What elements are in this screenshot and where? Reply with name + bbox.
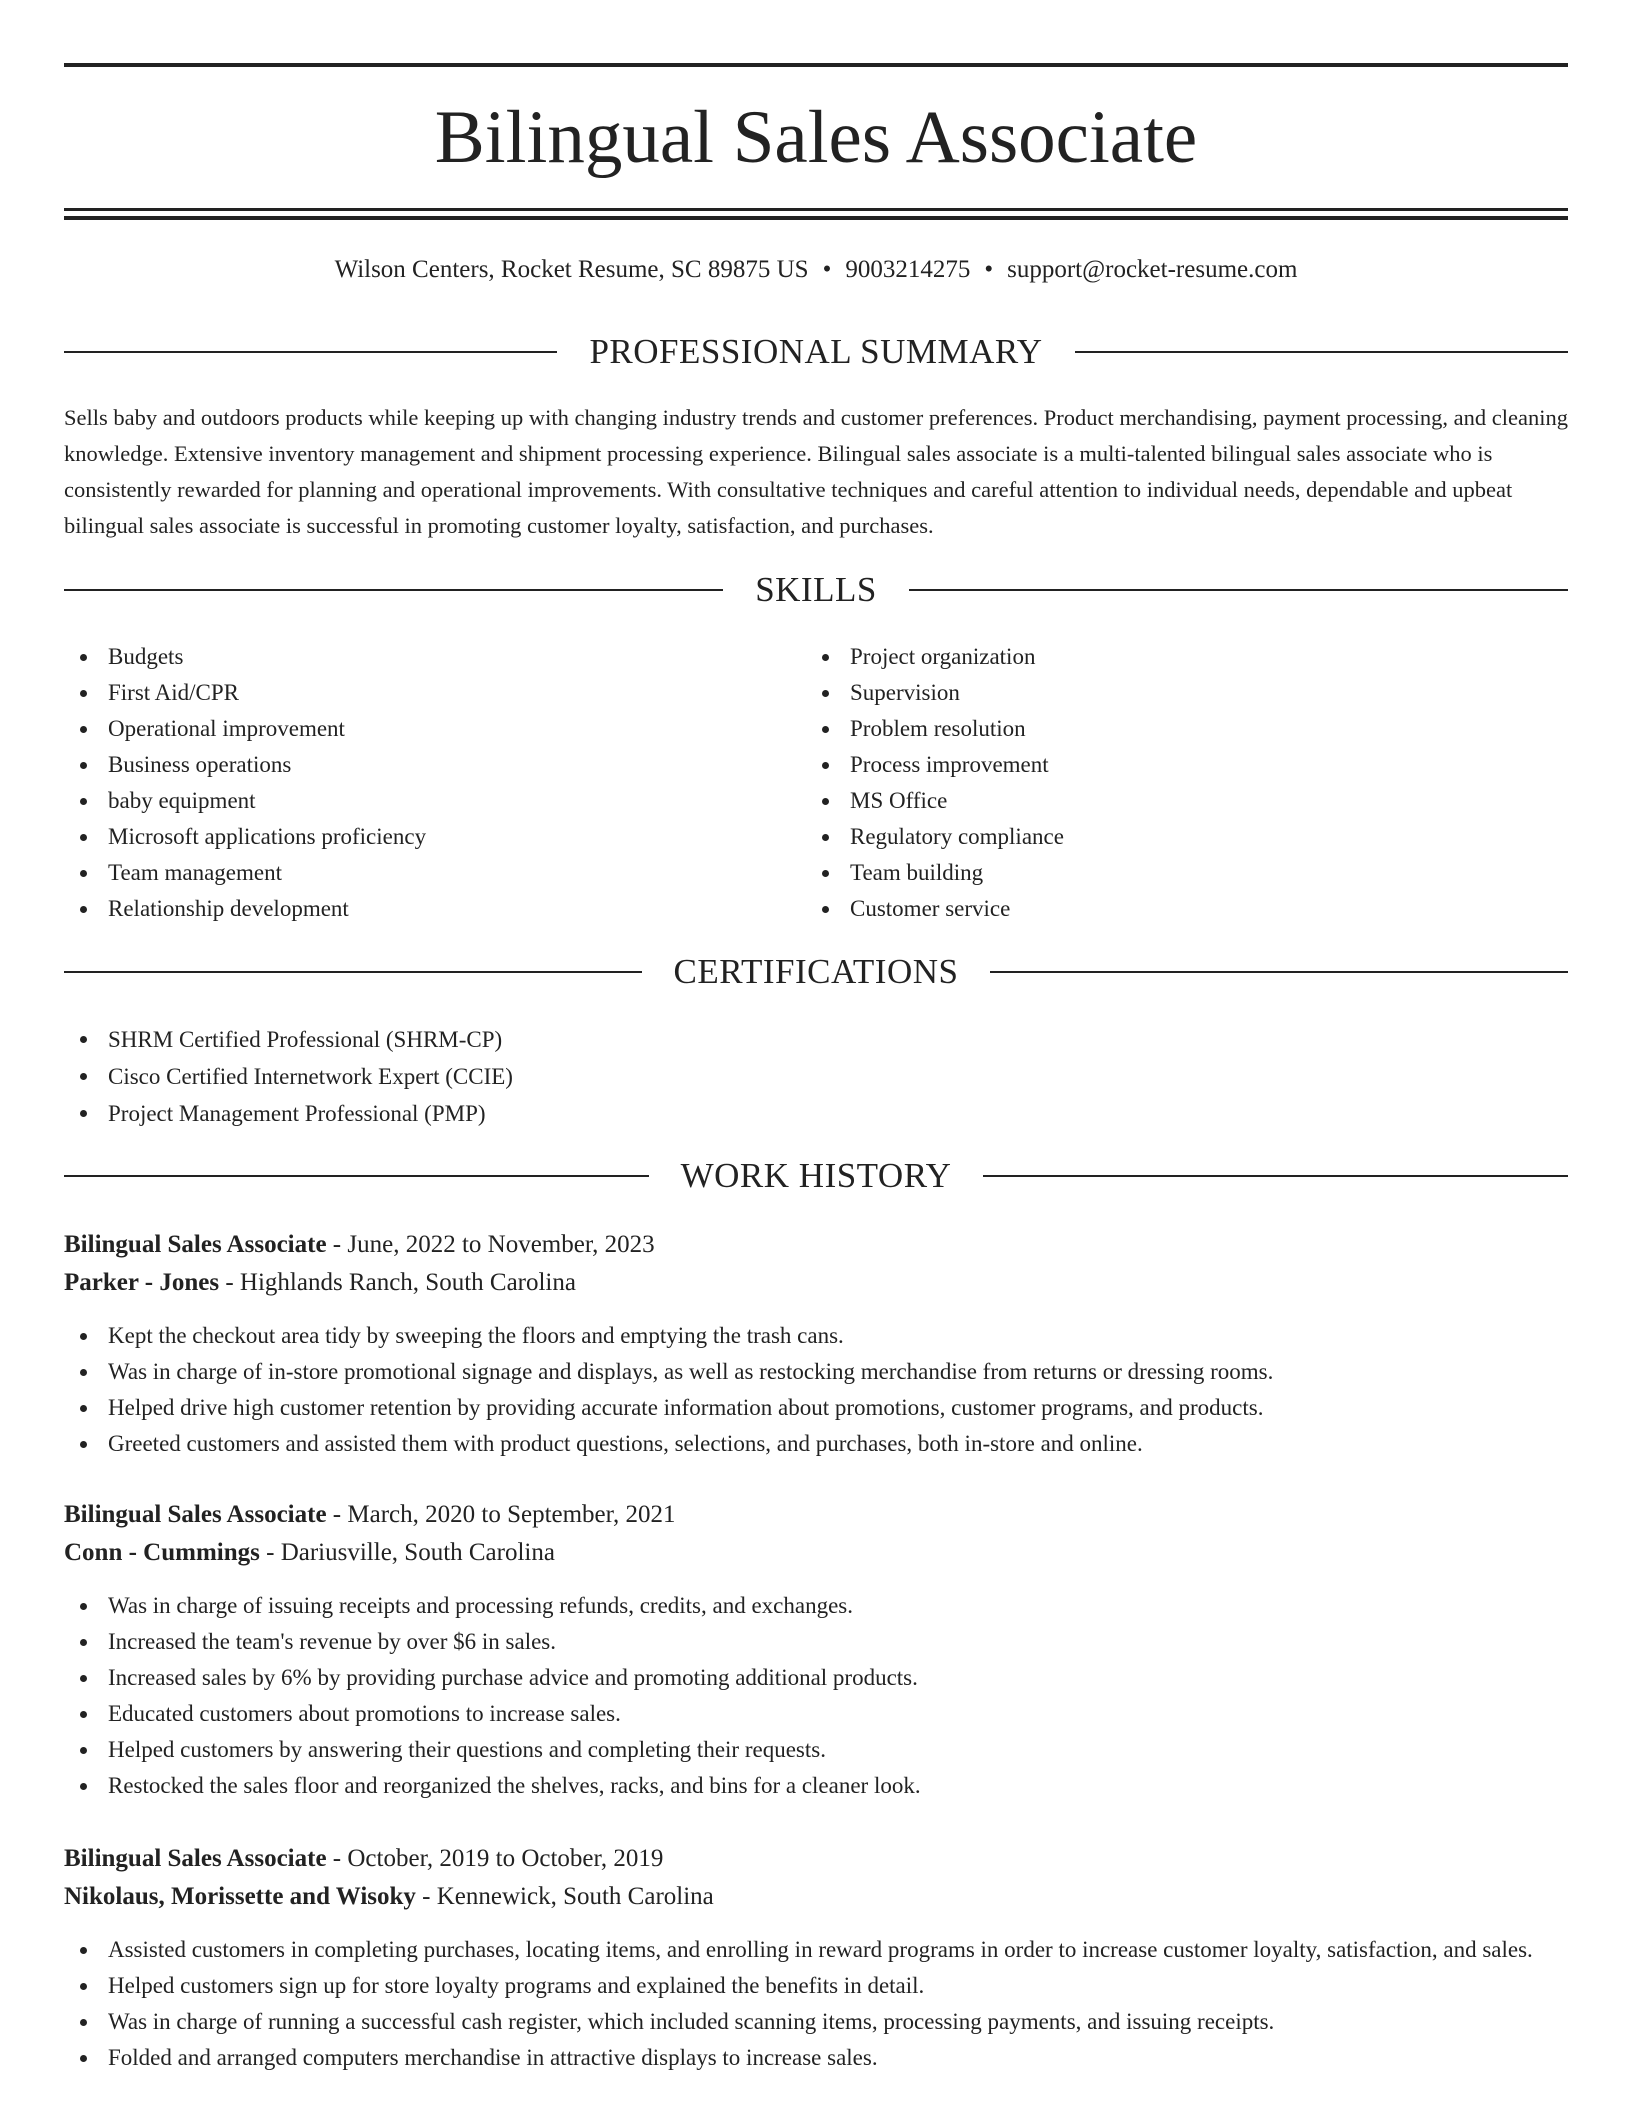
certifications-heading: CERTIFICATIONS (673, 952, 959, 991)
skill-item: Business operations (64, 747, 764, 783)
summary-text: Sells baby and outdoors products while keeping up with changing industry trends and customer preferences. Product merchandising, payment processing, and cleaning knowledge. Extensive inventory management and shipment processing experience. Bilingual sales associate is a multi-talented bilingual sales associate who is consistently rewarded for planning and operational improvements. With consultative techniques and careful attention to individual needs, dependable and upbeat bilingual sales associate is successful in promoting customer loyalty, satisfaction, and purchases. (64, 405, 1569, 538)
skill-item: Project organization (806, 639, 1506, 675)
page-title: Bilingual Sales Associate (434, 96, 1198, 179)
skills-section-header (64, 568, 1568, 612)
job-dates: - October, 2019 to October, 2019 (326, 1845, 664, 1872)
job-bullet: Was in charge of running a successful cash register, which included scanning items, processing payments, and issuing receipts. (64, 2004, 1568, 2040)
summary-heading: PROFESSIONAL SUMMARY (589, 332, 1043, 371)
section-rule-left (64, 351, 557, 353)
skill-item: Team building (806, 855, 1506, 891)
job-title: Bilingual Sales Associate (64, 1231, 327, 1258)
job-bullet: Was in charge of issuing receipts and processing refunds, credits, and exchanges. (64, 1588, 1568, 1624)
skill-item: Microsoft applications proficiency (64, 819, 764, 855)
job-bullets (64, 1318, 1568, 1462)
job-role-line (64, 1226, 1568, 1264)
section-rule-right (1075, 351, 1568, 353)
certifications-list (64, 1021, 1568, 1132)
job-title: Bilingual Sales Associate (64, 1845, 327, 1872)
certification-item: Project Management Professional (PMP) (64, 1095, 1568, 1132)
skills-list-left (64, 639, 764, 927)
job-role-line (64, 1496, 1568, 1534)
job-company-line (64, 1534, 1568, 1572)
skill-item: Budgets (64, 639, 764, 675)
job-company: Nikolaus, Morissette and Wisoky (64, 1883, 416, 1910)
job-title: Bilingual Sales Associate (64, 1501, 327, 1528)
skills-heading: SKILLS (755, 570, 877, 609)
skill-item: Operational improvement (64, 711, 764, 747)
job-entry (64, 1496, 1568, 1804)
job-bullet: Helped customers by answering their questions and completing their requests. (64, 1732, 1568, 1768)
job-dates: - June, 2022 to November, 2023 (326, 1231, 655, 1258)
section-rule-left (64, 589, 723, 591)
job-bullets (64, 1932, 1568, 2076)
section-rule-right (909, 589, 1568, 591)
skill-item: Team management (64, 855, 764, 891)
certification-item: SHRM Certified Professional (SHRM-CP) (64, 1021, 1568, 1058)
job-company-line (64, 1264, 1568, 1302)
section-rule-left (64, 971, 642, 973)
job-company: Conn - Cummings (64, 1539, 260, 1566)
job-bullet: Increased sales by 6% by providing purchase advice and promoting additional products. (64, 1660, 1568, 1696)
skills-list-right (806, 639, 1506, 927)
title-double-rule-upper (64, 208, 1568, 211)
job-bullet: Kept the checkout area tidy by sweeping the floors and emptying the trash cans. (64, 1318, 1568, 1354)
job-company: Parker - Jones (64, 1269, 220, 1296)
section-rule-left (64, 1175, 649, 1177)
section-rule-right (990, 971, 1568, 973)
skill-item: Supervision (806, 675, 1506, 711)
job-bullet: Increased the team's revenue by over $6 in sales. (64, 1624, 1568, 1660)
contact-separator: • (984, 256, 994, 283)
job-bullet: Restocked the sales floor and reorganized the shelves, racks, and bins for a cleaner look. (64, 1768, 1568, 1804)
contact-address: Wilson Centers, Rocket Resume, SC 89875 US (334, 256, 809, 283)
contact-separator: • (822, 256, 832, 283)
certifications-section-header (64, 950, 1568, 994)
job-location: - Highlands Ranch, South Carolina (219, 1269, 576, 1296)
skill-item: Customer service (806, 891, 1506, 927)
skill-item: Regulatory compliance (806, 819, 1506, 855)
job-bullets (64, 1588, 1568, 1804)
work-history-heading: WORK HISTORY (680, 1156, 952, 1195)
job-location: - Dariusville, South Carolina (259, 1539, 555, 1566)
job-company-line (64, 1878, 1568, 1916)
job-dates: - March, 2020 to September, 2021 (326, 1501, 676, 1528)
contact-email: support@rocket-resume.com (1007, 256, 1298, 283)
title-double-rule-lower (64, 216, 1568, 220)
section-rule-right (983, 1175, 1568, 1177)
job-location: - Kennewick, South Carolina (415, 1883, 714, 1910)
job-bullet: Assisted customers in completing purchases, locating items, and enrolling in reward programs in order to increase customer loyalty, satisfaction, and sales. (64, 1932, 1568, 1968)
skill-item: baby equipment (64, 783, 764, 819)
job-bullet: Folded and arranged computers merchandise in attractive displays to increase sales. (64, 2040, 1568, 2076)
job-bullet: Greeted customers and assisted them with product questions, selections, and purchases, both in-store and online. (64, 1426, 1568, 1462)
summary-section-header (64, 330, 1568, 374)
certification-item: Cisco Certified Internetwork Expert (CCIE) (64, 1058, 1568, 1095)
skill-item: Problem resolution (806, 711, 1506, 747)
skill-item: First Aid/CPR (64, 675, 764, 711)
job-entry (64, 1840, 1568, 2076)
job-bullet: Educated customers about promotions to increase sales. (64, 1696, 1568, 1732)
job-entry (64, 1226, 1568, 1462)
contact-line (64, 253, 1568, 287)
job-bullet: Was in charge of in-store promotional signage and displays, as well as restocking merchandise from returns or dressing rooms. (64, 1354, 1568, 1390)
work-history-section-header (64, 1154, 1568, 1198)
job-bullet: Helped drive high customer retention by providing accurate information about promotions, customer programs, and products. (64, 1390, 1568, 1426)
skill-item: Relationship development (64, 891, 764, 927)
top-rule (64, 63, 1568, 67)
job-role-line (64, 1840, 1568, 1878)
skill-item: MS Office (806, 783, 1506, 819)
skill-item: Process improvement (806, 747, 1506, 783)
contact-phone: 9003214275 (845, 256, 971, 283)
job-bullet: Helped customers sign up for store loyalty programs and explained the benefits in detail. (64, 1968, 1568, 2004)
